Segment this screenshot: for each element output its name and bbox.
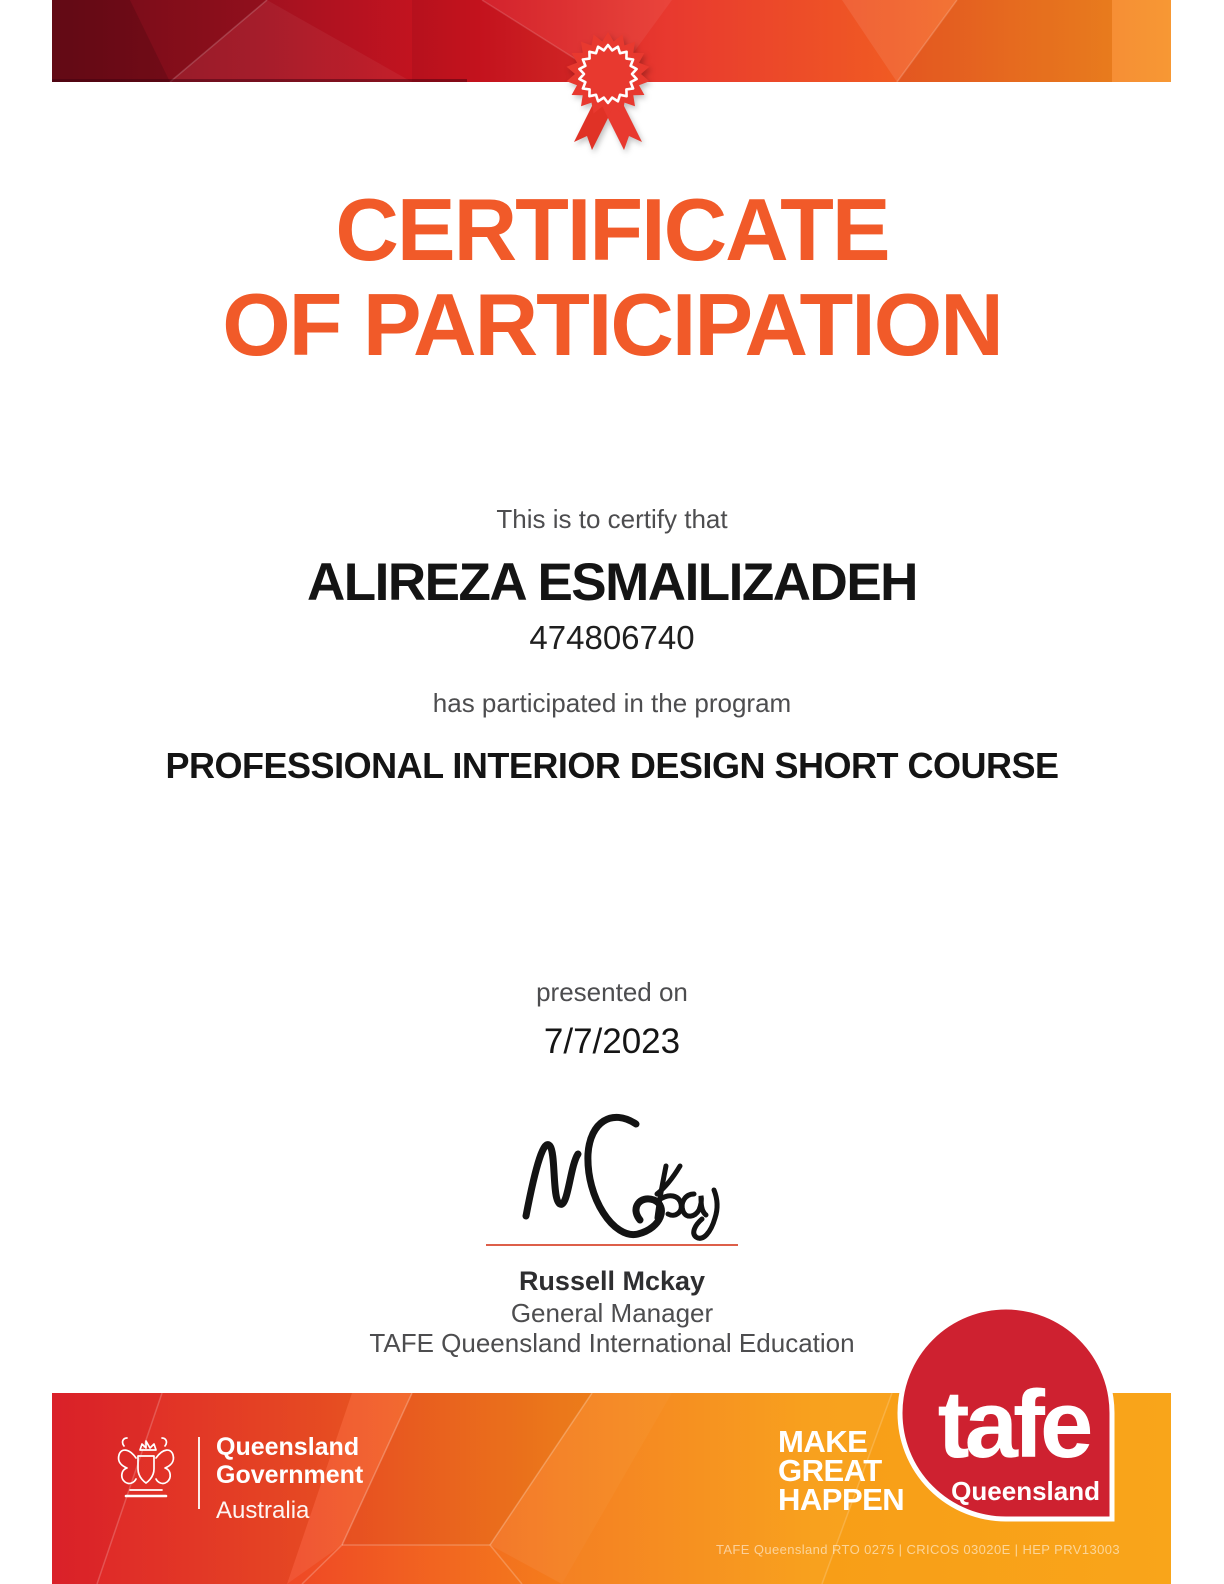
gov-line-2: Government	[216, 1461, 364, 1489]
recipient-name: ALIREZA ESMAILIZADEH	[307, 553, 917, 612]
signatory-name: Russell Mckay	[518, 1266, 706, 1296]
slogan-line-2: GREAT	[778, 1453, 882, 1488]
gov-logo-divider	[198, 1437, 200, 1509]
student-id: 474806740	[529, 619, 695, 656]
title-line-2: OF PARTICIPATION	[222, 275, 1002, 374]
award-ribbon-icon	[546, 26, 670, 150]
queensland-government-wordmark	[216, 1433, 363, 1524]
presented-date: 7/7/2023	[543, 1022, 681, 1061]
tafe-queensland-logo	[895, 1302, 1127, 1524]
slogan-line-1: MAKE	[778, 1424, 868, 1459]
gov-line-3: Australia	[216, 1497, 310, 1524]
title-line-1: CERTIFICATE	[335, 180, 889, 279]
signatory-organisation: TAFE Queensland International Education	[369, 1328, 855, 1358]
signature-line	[486, 1244, 738, 1246]
gov-line-1: Queensland	[216, 1433, 360, 1461]
tafe-brand-text: tafe	[937, 1371, 1089, 1478]
registration-fine-print: TAFE Queensland RTO 0275 | CRICOS 03020E | HEP PRV13003	[715, 1542, 1120, 1557]
program-name: PROFESSIONAL INTERIOR DESIGN SHORT COURSE	[165, 745, 1059, 786]
certificate-title	[0, 182, 1224, 372]
slogan-line-3: HAPPEN	[778, 1482, 905, 1517]
queensland-coat-of-arms-icon	[102, 1426, 190, 1516]
certify-text: This is to certify that	[496, 504, 728, 534]
tafe-region-text: Queensland	[951, 1476, 1100, 1506]
handwritten-signature	[518, 1108, 733, 1258]
signatory-role: General Manager	[510, 1298, 714, 1328]
program-intro-text: has participated in the program	[432, 688, 792, 718]
slogan-text	[778, 1424, 905, 1517]
presented-label: presented on	[536, 977, 688, 1007]
